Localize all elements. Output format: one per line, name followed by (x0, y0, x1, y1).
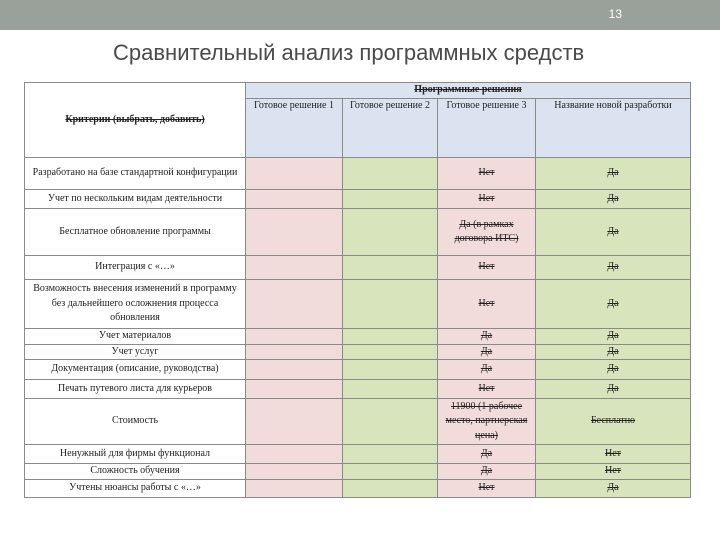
table-row (25, 380, 691, 399)
solution-1-cell (246, 464, 343, 480)
table-row (25, 360, 691, 380)
solution-2-cell (343, 360, 438, 380)
solution-3-cell: Да (438, 344, 536, 360)
new-development-cell: Да (536, 380, 691, 399)
criterion-cell: Ненужный для фирмы функционал (25, 445, 246, 464)
table-row (25, 464, 691, 480)
solution-1-cell (246, 209, 343, 256)
solution-3-cell: Нет (438, 190, 536, 209)
table-row (25, 256, 691, 280)
solution-3-cell: Да (в рамках договора ИТС) (438, 209, 536, 256)
criterion-cell: Учет материалов (25, 329, 246, 345)
criterion-cell: Учтены нюансы работы с «…» (25, 480, 246, 498)
solution-1-cell (246, 480, 343, 498)
new-development-cell: Да (536, 256, 691, 280)
comparison-table (24, 82, 691, 498)
new-development-cell: Да (536, 329, 691, 345)
solution-2-cell (343, 280, 438, 329)
solution-1-cell (246, 445, 343, 464)
solution-2-cell (343, 399, 438, 445)
solution-2-cell (343, 329, 438, 345)
criterion-cell: Интеграция с «…» (25, 256, 246, 280)
new-development-cell: Да (536, 190, 691, 209)
solution-3-cell: Нет (438, 280, 536, 329)
criterion-cell: Сложность обучения (25, 464, 246, 480)
solutions-group-header: Программные решения (246, 83, 691, 99)
solution-1-cell (246, 329, 343, 345)
solution-3-cell: Нет (438, 158, 536, 190)
new-development-cell: Да (536, 158, 691, 190)
table-row (25, 209, 691, 256)
criterion-cell: Документация (описание, руководства) (25, 360, 246, 380)
new-development-cell: Да (536, 209, 691, 256)
column-header-new-development: Название новой разработки (536, 99, 691, 158)
solution-2-cell (343, 209, 438, 256)
table-row (25, 280, 691, 329)
solution-2-cell (343, 445, 438, 464)
solution-3-cell: Нет (438, 480, 536, 498)
solution-1-cell (246, 158, 343, 190)
solution-1-cell (246, 280, 343, 329)
solution-2-cell (343, 380, 438, 399)
table-row (25, 329, 691, 345)
criterion-cell: Возможность внесения изменений в программу без дальнейшего осложнения процесса обновления (25, 280, 246, 329)
criteria-header: Критерии (выбрать, добавить) (25, 83, 246, 158)
table-row (25, 399, 691, 445)
solution-2-cell (343, 344, 438, 360)
solution-1-cell (246, 190, 343, 209)
table-row (25, 445, 691, 464)
solution-3-cell: 11900 (1 рабочее место, партнерская цена) (438, 399, 536, 445)
new-development-cell: Нет (536, 464, 691, 480)
solution-1-cell (246, 380, 343, 399)
table-row (25, 344, 691, 360)
solution-2-cell (343, 480, 438, 498)
solution-2-cell (343, 464, 438, 480)
new-development-cell: Да (536, 360, 691, 380)
slide-number: 13 (608, 7, 622, 21)
table-row (25, 190, 691, 209)
solution-3-cell: Да (438, 464, 536, 480)
new-development-cell: Нет (536, 445, 691, 464)
solution-1-cell (246, 256, 343, 280)
table-row (25, 158, 691, 190)
new-development-cell: Бесплатно (536, 399, 691, 445)
solution-1-cell (246, 344, 343, 360)
solution-1-cell (246, 360, 343, 380)
solution-2-cell (343, 190, 438, 209)
page-title: Сравнительный анализ программных средств (113, 40, 585, 65)
column-header-solution-1: Готовое решение 1 (246, 99, 343, 158)
solution-1-cell (246, 399, 343, 445)
solution-2-cell (343, 158, 438, 190)
solution-3-cell: Да (438, 360, 536, 380)
new-development-cell: Да (536, 480, 691, 498)
new-development-cell: Да (536, 344, 691, 360)
column-header-solution-2: Готовое решение 2 (343, 99, 438, 158)
criterion-cell: Разработано на базе стандартной конфигурации (25, 158, 246, 190)
solution-2-cell (343, 256, 438, 280)
criterion-cell: Печать путевого листа для курьеров (25, 380, 246, 399)
solution-3-cell: Нет (438, 256, 536, 280)
criterion-cell: Учет услуг (25, 344, 246, 360)
top-bar (0, 0, 720, 30)
table-row (25, 480, 691, 498)
solution-3-cell: Да (438, 329, 536, 345)
criterion-cell: Бесплатное обновление программы (25, 209, 246, 256)
criterion-cell: Учет по нескольким видам деятельности (25, 190, 246, 209)
solution-3-cell: Нет (438, 380, 536, 399)
column-header-solution-3: Готовое решение 3 (438, 99, 536, 158)
criterion-cell: Стоимость (25, 399, 246, 445)
solution-3-cell: Да (438, 445, 536, 464)
new-development-cell: Да (536, 280, 691, 329)
